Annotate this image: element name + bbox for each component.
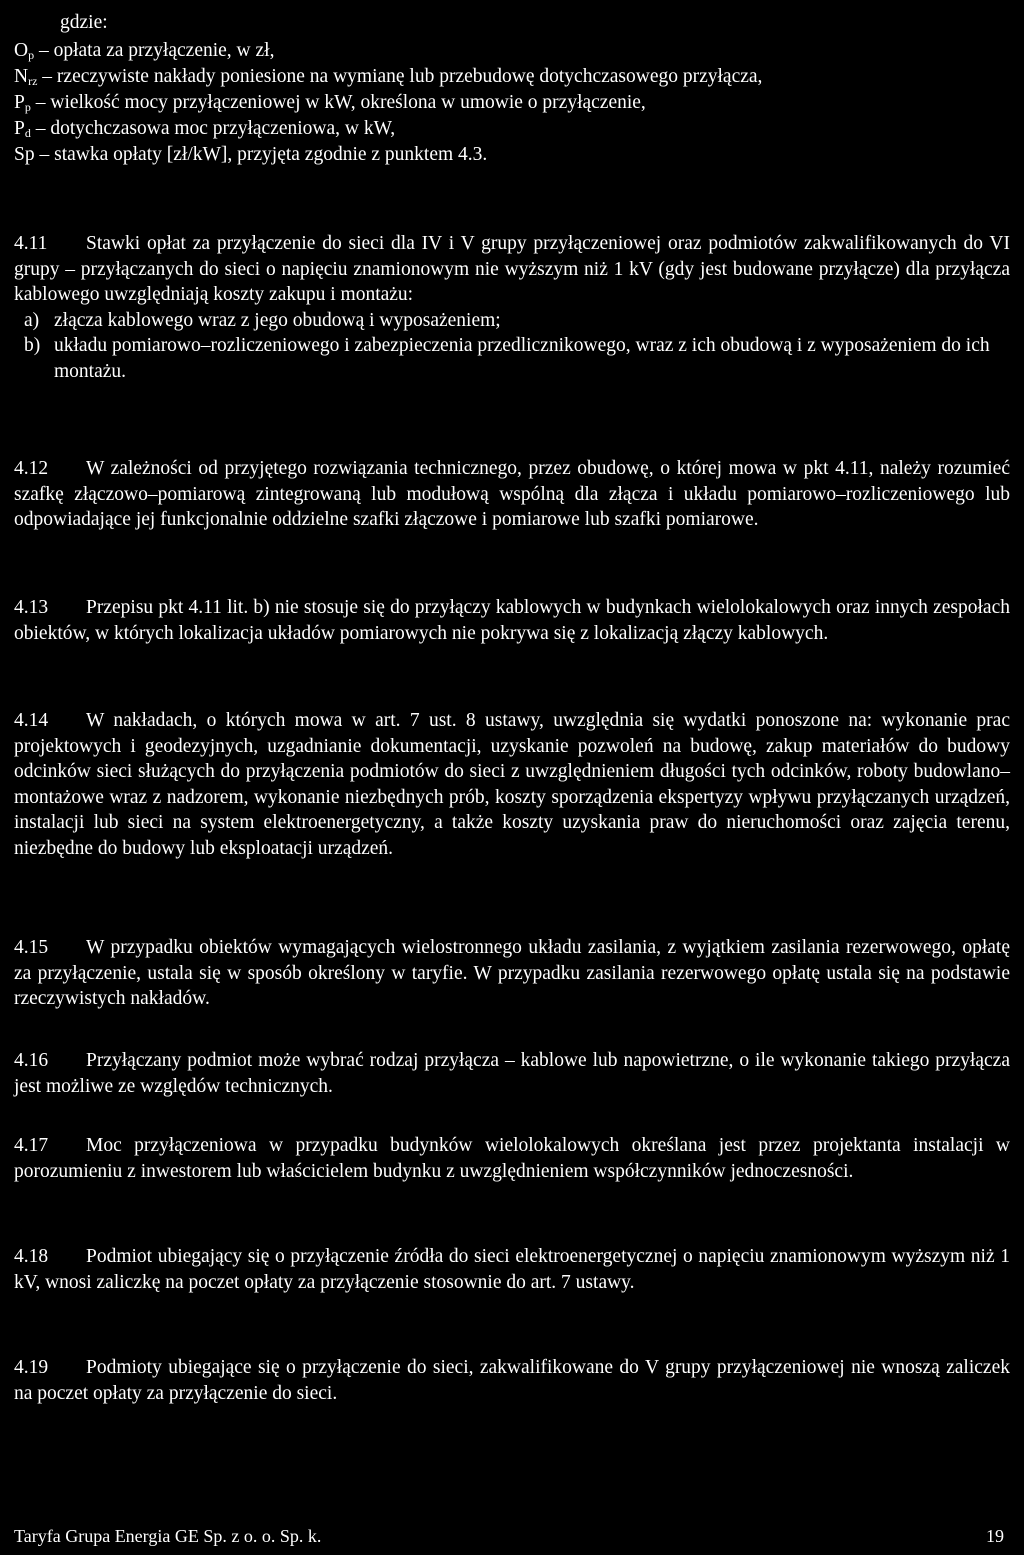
section-list <box>14 308 1010 385</box>
section-number: 4.16 <box>14 1050 49 1071</box>
definition-text: – opłata za przyłączenie, w zł, <box>34 40 275 61</box>
section-text: W nakładach, o których mowa w art. 7 ust. 8 ustawy, uwzględnia się wydatki ponoszone na: wykonanie prac projektowych i geodezyjnych, uzgadnianie dokumentacji, uzyskanie pozwoleń na budowę, zakup materiałów do budowy odcinków sieci służących do przyłączenia podmiotów do sieci z uwzględnieniem długości tych odcinków, roboty budowlano–montażowe wraz z nadzorem, wykonanie niezbędnych prób, koszty sporządzenia ekspertyzy wpływu przyłączanych urządzeń, instalacji lub sieci na system elektroenergetyczny, a także koszty uzyskania praw do nieruchomości oraz zajęcia terenu, niezbędne do budowy lub eksploatacji urządzeń. <box>14 710 1010 859</box>
symbol: O <box>14 40 29 61</box>
definition-item <box>14 116 1014 142</box>
section-4-15 <box>14 935 1010 1012</box>
section-4-19 <box>14 1355 1010 1406</box>
section-text: Stawki opłat za przyłączenie do sieci dla IV i V grupy przyłączeniowej oraz podmiotów zakwalifikowanych do VI grupy – przyłączanych do sieci o napięciu znamionowym nie wyższym niż 1 kV (gdy jest budowane przyłącze) dla przyłącza kablowego uwzględniają koszty zakupu i montażu: <box>14 233 1010 305</box>
section-4-11 <box>14 231 1010 384</box>
intro-label: gdzie: <box>60 12 108 33</box>
section-number: 4.13 <box>14 597 49 618</box>
section-number: 4.19 <box>14 1357 49 1378</box>
symbol: Sp <box>14 144 35 165</box>
symbol-subscript: rz <box>28 74 38 88</box>
section-number: 4.14 <box>14 710 49 731</box>
symbol: P <box>14 118 25 139</box>
definition-text: – dotychczasowa moc przyłączeniowa, w kW, <box>30 118 396 139</box>
section-text: Podmioty ubiegające się o przyłączenie do sieci, zakwalifikowane do V grupy przyłączeniowej nie wnoszą zaliczek na poczet opłaty za przyłączenie do sieci. <box>14 1357 1010 1404</box>
definitions-list <box>14 38 1014 168</box>
section-4-17 <box>14 1133 1010 1184</box>
definition-text: – stawka opłaty [zł/kW], przyjęta zgodnie z punktem 4.3. <box>34 144 488 165</box>
definition-item <box>14 38 1014 64</box>
section-number: 4.15 <box>14 937 49 958</box>
footer-company: Taryfa Grupa Energia GE Sp. z o. o. Sp. k. <box>14 1526 322 1546</box>
symbol: N <box>14 66 29 87</box>
section-4-16 <box>14 1048 1010 1099</box>
list-item <box>14 308 1010 334</box>
section-4-12 <box>14 456 1010 533</box>
definition-item <box>14 64 1014 90</box>
section-number: 4.11 <box>14 233 48 254</box>
section-number: 4.18 <box>14 1246 49 1267</box>
list-item <box>14 333 1010 384</box>
section-4-14 <box>14 708 1010 861</box>
definition-item <box>14 142 1014 168</box>
section-text: Przepisu pkt 4.11 lit. b) nie stosuje się do przyłączy kablowych w budynkach wielolokalowych oraz innych zespołach obiektów, w których lokalizacja układów pomiarowych nie pokrywa się z lokalizacją złączy kablowych. <box>14 597 1010 644</box>
definition-text: – wielkość mocy przyłączeniowej w kW, określona w umowie o przyłączenie, <box>30 92 646 113</box>
symbol: P <box>14 92 25 113</box>
section-number: 4.17 <box>14 1135 49 1156</box>
page-number: 19 <box>986 1526 1004 1546</box>
symbol-subscript: d <box>24 126 31 140</box>
section-text: Przyłączany podmiot może wybrać rodzaj przyłącza – kablowe lub napowietrzne, o ile wykonanie takiego przyłącza jest możliwe ze względów technicznych. <box>14 1050 1010 1097</box>
section-text: W przypadku obiektów wymagających wielostronnego układu zasilania, z wyjątkiem zasilania rezerwowego, opłatę za przyłączenie, ustala się w sposób określony w taryfie. W przypadku zasilania rezerwowego opłatę ustala się na podstawie rzeczywistych nakładów. <box>14 937 1010 1009</box>
section-4-13 <box>14 595 1010 646</box>
section-4-18 <box>14 1244 1010 1295</box>
section-text: W zależności od przyjętego rozwiązania technicznego, przez obudowę, o której mowa w pkt 4.11, należy rozumieć szafkę złączowo–pomiarową zintegrowaną lub modułową wspólną dla złącza i układu pomiarowo–rozliczeniowego lub odpowiadające jej funkcjonalnie oddzielne szafki złączowe i pomiarowe lub szafki pomiarowe. <box>14 458 1010 530</box>
definition-item <box>14 90 1014 116</box>
list-marker: b) <box>24 335 41 356</box>
list-marker: a) <box>24 309 40 331</box>
symbol-subscript: p <box>24 100 31 114</box>
section-number: 4.12 <box>14 458 49 479</box>
list-item-text: układu pomiarowo–rozliczeniowego i zabezpieczenia przedlicznikowego, wraz z ich obudową i z wyposażeniem do ich montażu. <box>54 335 990 382</box>
list-item-text: złącza kablowego wraz z jego obudową i wyposażeniem; <box>54 309 501 331</box>
symbol-subscript: p <box>28 48 35 62</box>
section-text: Podmiot ubiegający się o przyłączenie źródła do sieci elektroenergetycznej o napięciu znamionowym wyższym niż 1 kV, wnosi zaliczkę na poczet opłaty za przyłączenie stosownie do art. 7 ustawy. <box>14 1246 1010 1293</box>
definition-text: – rzeczywiste nakłady poniesione na wymianę lub przebudowę dotychczasowego przyłącza, <box>37 66 763 87</box>
section-text: Moc przyłączeniowa w przypadku budynków wielolokalowych określana jest przez projektanta instalacji w porozumieniu z inwestorem lub właścicielem budynku z uwzględnieniem współczynników jednoczesności. <box>14 1135 1010 1182</box>
